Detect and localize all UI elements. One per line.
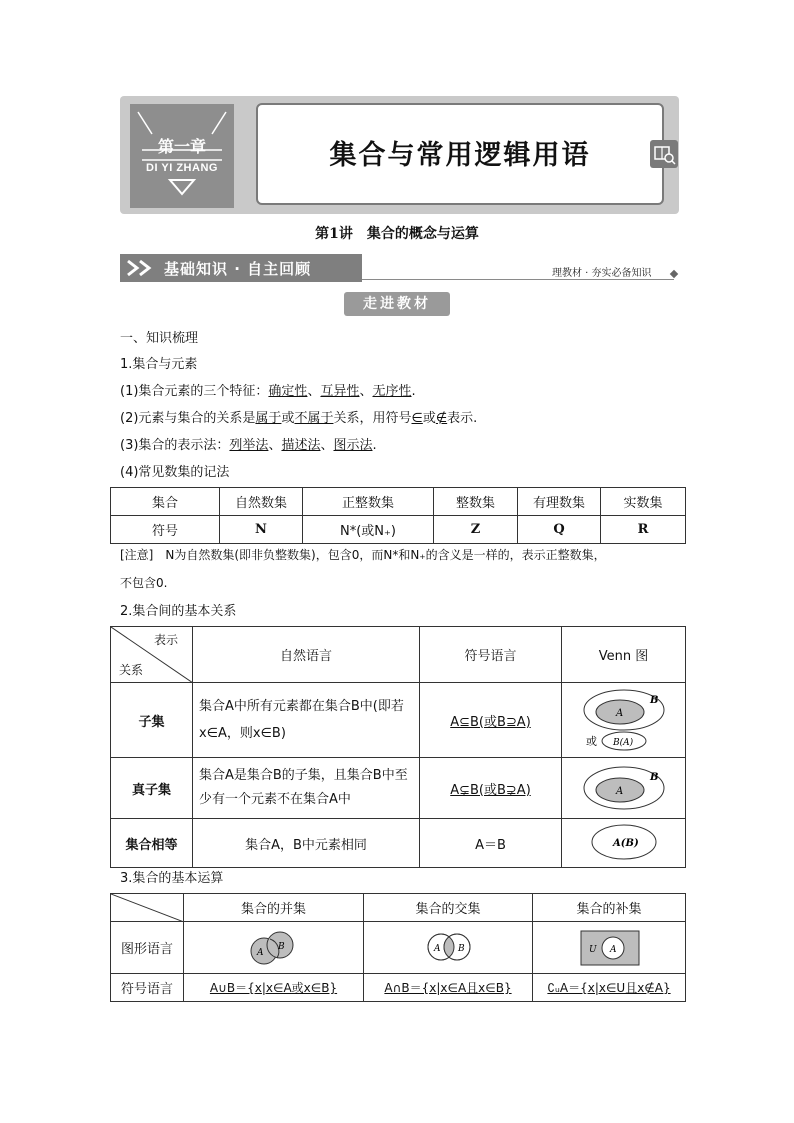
relation-symbol: A⊆B(或B⊇A) [420,683,562,758]
venn-label: B [650,772,659,783]
corner-bottom-label: 关系 [119,663,144,677]
subheading-sets-elements: 1.集合与元素 [120,357,198,372]
venn-complement-cell [533,922,686,974]
table-header: 自然数集 [220,488,303,516]
table-header: 集合的补集 [533,894,686,922]
venn-intersection-diagram [364,922,533,973]
note-line-2: 不包含0. [120,576,168,590]
venn-label: B [650,695,659,706]
subheading-relations: 2.集合间的基本关系 [120,604,237,619]
venn-union-cell [184,922,364,974]
heading-knowledge: 一、知识梳理 [120,331,199,346]
table-row [111,488,686,516]
table-header: 集合的并集 [184,894,364,922]
venn-union-diagram [184,922,364,973]
table-header: 集合的交集 [364,894,533,922]
venn-label: B [278,942,285,952]
venn-label: A [616,708,624,719]
table-cell: Z [434,516,518,544]
table-row [111,819,686,868]
table-header: 正整数集 [303,488,434,516]
venn-label: A(B) [613,838,639,849]
relation-natural: 集合A，B中元素相同 [193,819,420,868]
complement-formula: ∁ᵤA＝{x|x∈U且x∉A} [533,974,686,1002]
table-header: 实数集 [601,488,686,516]
item-representation: (3)集合的表示法：列举法、描述法、图示法. [120,438,377,453]
venn-complement-diagram [533,922,686,973]
item-number-sets: (4)常见数集的记法 [120,465,230,480]
relation-name: 真子集 [111,758,193,819]
corner-cell [111,894,184,922]
operations-table [110,893,686,1002]
venn-subset-diagram [562,683,686,757]
venn-intersection-cell [364,922,533,974]
book-search-icon [650,140,678,168]
table-row [111,758,686,819]
table-row [111,894,686,922]
venn-label: B(A) [613,738,634,748]
venn-label: U [589,945,597,955]
venn-subset-cell [562,683,686,758]
table-header: 有理数集 [518,488,601,516]
section-divider [362,279,674,280]
relation-symbol: A＝B [420,819,562,868]
intersection-formula: A∩B＝{x|x∈A且x∈B} [364,974,533,1002]
double-chevron-icon [126,259,160,277]
table-cell: N*(或N₊) [303,516,434,544]
table-cell: Q [518,516,601,544]
section-tag: 走进教材 [344,292,450,316]
subheading-operations: 3.集合的基本运算 [120,871,224,886]
table-header: 整数集 [434,488,518,516]
chapter-pinyin: DI YI ZHANG [146,162,218,174]
table-row [111,974,686,1002]
table-cell: 符号 [111,516,220,544]
note-line-1: [注意] N为自然数集(即非负整数集)，包含0，而N*和N₊的含义是一样的，表示正整数集， [120,548,606,562]
venn-proper-subset-diagram [562,758,686,818]
venn-or: 或 [586,735,597,748]
item-relation: (2)元素与集合的关系是属于或不属于关系，用符号∈或∉表示. [120,411,478,426]
table-row [111,627,686,683]
table-row [111,516,686,544]
lesson-title: 第1讲 集合的概念与运算 [315,226,479,242]
table-cell: N [220,516,303,544]
relation-natural: 集合A中所有元素都在集合B中(即若x∈A，则x∈B) [193,683,420,758]
chapter-label: 第一章 [157,137,206,156]
relation-natural: 集合A是集合B的子集，且集合B中至少有一个元素不在集合A中 [193,758,420,819]
venn-label: A [616,786,624,797]
table-header: 集合 [111,488,220,516]
diamond-icon [670,270,678,278]
union-formula: A∪B＝{x|x∈A或x∈B} [184,974,364,1002]
corner-top-label: 表示 [153,633,178,647]
relation-name: 集合相等 [111,819,193,868]
number-sets-table [110,487,686,544]
venn-label: A [257,948,264,958]
table-cell: R [601,516,686,544]
chapter-title: 集合与常用逻辑用语 [329,140,591,171]
relation-name: 子集 [111,683,193,758]
venn-proper-subset-cell [562,758,686,819]
relations-table [110,626,686,868]
venn-equal-cell [562,819,686,868]
table-row [111,683,686,758]
table-header: 符号语言 [420,627,562,683]
corner-cell [111,627,193,683]
venn-label: A [610,945,617,955]
table-header: 自然语言 [193,627,420,683]
row-label: 图形语言 [111,922,184,974]
item-features: (1)集合元素的三个特征：确定性、互异性、无序性. [120,384,416,399]
section-header: 基础知识 · 自主回顾 [164,260,312,278]
venn-label: B [458,944,465,954]
venn-label: A [434,944,441,954]
section-subtitle: 理教材 · 夯实必备知识 [552,268,652,279]
relation-symbol: A⊊B(或B⊋A) [420,758,562,819]
row-label: 符号语言 [111,974,184,1002]
table-header: Venn 图 [562,627,686,683]
venn-equal-diagram [562,819,686,867]
table-row [111,922,686,974]
